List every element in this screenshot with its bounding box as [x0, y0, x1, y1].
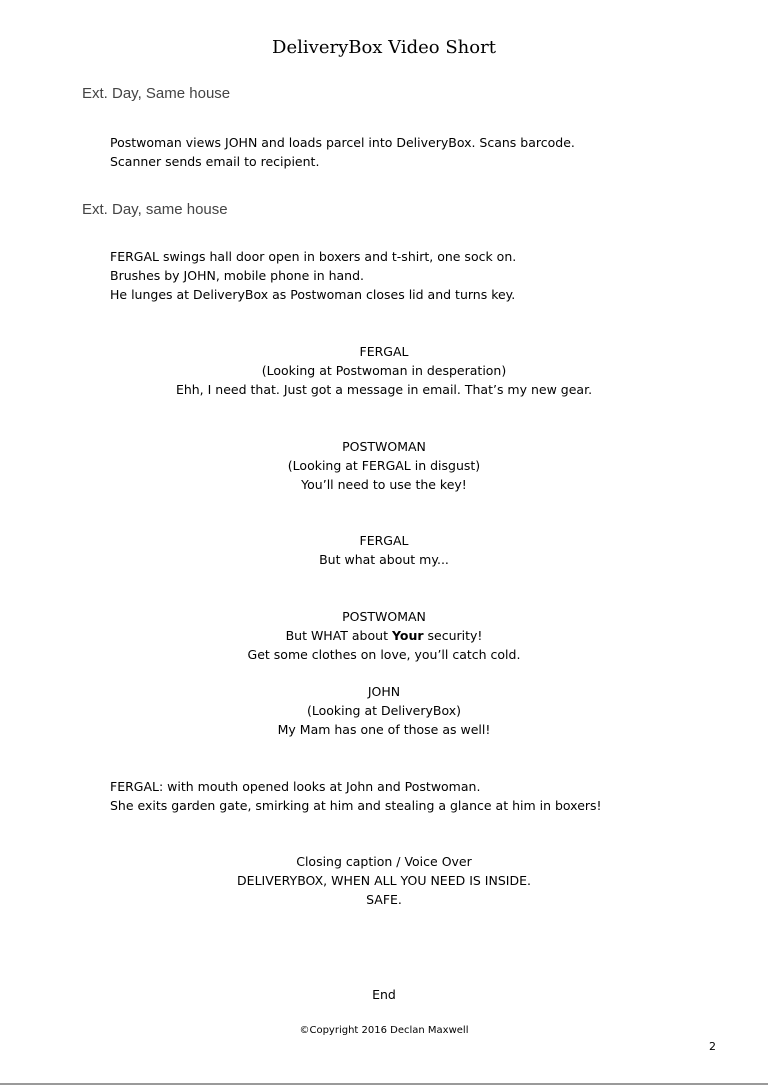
action-line: Scanner sends email to recipient. — [110, 154, 320, 169]
parenthetical: (Looking at FERGAL in disgust) — [287, 458, 481, 473]
character-name: JOHN — [367, 684, 401, 699]
dialogue-text: But WHAT about — [285, 628, 392, 643]
scene-1-action — [110, 133, 575, 171]
dialogue-text: security! — [423, 628, 483, 643]
parenthetical: (Looking at Postwoman in desperation) — [261, 363, 507, 378]
safe-text: SAFE. — [366, 892, 402, 907]
dialogue-fergal-2 — [0, 531, 768, 569]
dialogue-postwoman-2 — [0, 607, 768, 664]
scene-3-action — [110, 777, 602, 815]
parenthetical: (Looking at DeliveryBox) — [307, 703, 461, 718]
action-line: Brushes by JOHN, mobile phone in hand. — [110, 268, 365, 283]
dialogue-line: Ehh, I need that. Just got a message in email. That’s my new gear. — [175, 382, 593, 397]
tagline: DELIVERYBOX, WHEN ALL YOU NEED IS INSIDE. — [237, 873, 531, 888]
dialogue-postwoman-1 — [0, 437, 768, 494]
closing-caption — [0, 852, 768, 909]
end-marker: End — [372, 987, 396, 1002]
character-name: POSTWOMAN — [342, 439, 426, 454]
dialogue-john-1 — [0, 682, 768, 739]
action-line: FERGAL: with mouth opened looks at John and Postwoman. — [110, 779, 481, 794]
page-bottom-divider — [0, 1083, 768, 1085]
character-name: FERGAL — [359, 533, 409, 548]
action-line: FERGAL swings hall door open in boxers and t-shirt, one sock on. — [110, 249, 517, 264]
action-line: She exits garden gate, smirking at him and stealing a glance at him in boxers! — [110, 798, 602, 813]
dialogue-line: But what about my... — [319, 552, 449, 567]
page-number: 2 — [709, 1040, 716, 1053]
action-line: Postwoman views JOHN and loads parcel into DeliveryBox. Scans barcode. — [110, 135, 575, 150]
emphasis-text: Your — [391, 628, 424, 643]
copyright-notice: ©Copyright 2016 Declan Maxwell — [299, 1025, 469, 1036]
dialogue-line — [0, 626, 768, 645]
scene-heading-1: Ext. Day, Same house — [82, 85, 231, 102]
scene-2-action — [110, 247, 516, 304]
character-name: POSTWOMAN — [342, 609, 426, 624]
caption-label: Closing caption / Voice Over — [296, 854, 472, 869]
action-line: He lunges at DeliveryBox as Postwoman closes lid and turns key. — [110, 287, 516, 302]
document-title: DeliveryBox Video Short — [272, 37, 496, 58]
dialogue-line: Get some clothes on love, you’ll catch cold. — [247, 647, 521, 662]
scene-heading-2: Ext. Day, same house — [82, 201, 228, 218]
dialogue-line: My Mam has one of those as well! — [277, 722, 491, 737]
dialogue-fergal-1 — [0, 342, 768, 399]
dialogue-line: You’ll need to use the key! — [301, 477, 467, 492]
character-name: FERGAL — [359, 344, 409, 359]
